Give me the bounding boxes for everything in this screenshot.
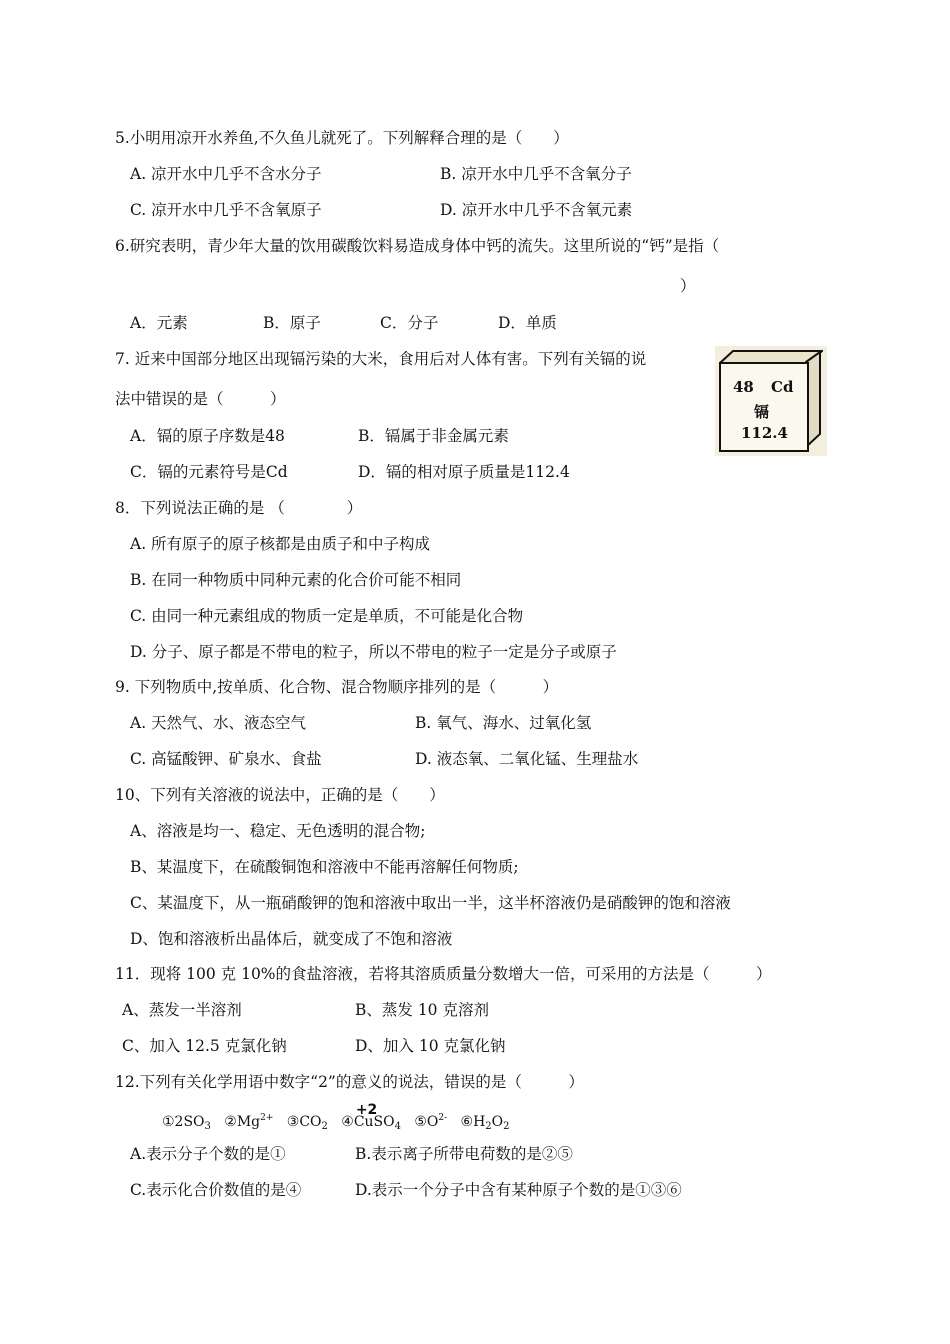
question-9-option-a: A. 天然气、水、液态空气 (130, 714, 307, 732)
question-11-option-a: A、蒸发一半溶剂 (122, 1001, 242, 1019)
question-8-option-c: C. 由同一种元素组成的物质一定是单质，不可能是化合物 (130, 607, 524, 625)
question-5-option-b: B. 凉开水中几乎不含氧分子 (440, 165, 632, 183)
question-11-option-b: B、蒸发 10 克溶剂 (355, 1001, 489, 1019)
question-6-option-a: A．元素 (130, 314, 188, 332)
question-10-stem: 10、下列有关溶液的说法中，正确的是（ ） (115, 786, 445, 804)
element-atomic-mass: 112.4 (741, 424, 788, 442)
formula-6: $⑥H_2O_2$ (460, 1114, 510, 1132)
question-6-option-d: D．单质 (498, 314, 557, 332)
question-8-option-b: B. 在同一种物质中同种元素的化合价可能不相同 (130, 571, 462, 589)
question-5-stem: 5.小明用凉开水养鱼,不久鱼儿就死了。下列解释合理的是（ ） (115, 129, 569, 147)
question-5-option-a: A. 凉开水中几乎不含水分子 (130, 165, 322, 183)
question-12-option-c: C.表示化合价数值的是④ (130, 1181, 302, 1199)
question-11-option-c: C、加入 12.5 克氯化钠 (122, 1037, 287, 1055)
question-10-option-b: B、某温度下，在硫酸铜饱和溶液中不能再溶解任何物质; (130, 858, 519, 876)
question-7-option-d: D．镉的相对原子质量是112.4 (358, 463, 570, 481)
cadmium-element-card (715, 346, 827, 456)
question-10-option-d: D、饱和溶液析出晶体后，就变成了不饱和溶液 (130, 930, 453, 948)
question-12-option-d: D.表示一个分子中含有某种原子个数的是①③⑥ (355, 1181, 682, 1199)
question-8-stem: 8．下列说法正确的是 （ ） (115, 499, 363, 517)
question-5-option-c: C. 凉开水中几乎不含氧原子 (130, 201, 322, 219)
question-7-option-a: A．镉的原子序数是48 (130, 427, 285, 445)
question-12-option-b: B.表示离子所带电荷数的是②⑤ (355, 1145, 573, 1163)
question-7-option-c: C．镉的元素符号是Cd (130, 463, 288, 481)
question-12-option-a: A.表示分子个数的是① (130, 1145, 286, 1163)
element-symbol: Cd (771, 378, 794, 396)
question-6-option-c: C．分子 (380, 314, 439, 332)
question-12-formula-list (162, 1102, 510, 1137)
formula-5: $⑤O^{2-}$ (414, 1113, 448, 1130)
element-name: 镉 (754, 403, 770, 421)
question-9-option-b: B. 氧气、海水、过氧化氢 (415, 714, 592, 732)
question-5-option-d: D. 凉开水中几乎不含氧元素 (440, 201, 633, 219)
formula-1: $①2SO_3$ (162, 1114, 211, 1132)
question-7-stem-line2: 法中错误的是（ ） (115, 390, 286, 408)
valence-mark: +2 (355, 1102, 378, 1118)
question-8-option-d: D. 分子、原子都是不带电的粒子，所以不带电的粒子一定是分子或原子 (130, 643, 617, 661)
question-12-stem: 12.下列有关化学用语中数字“2”的意义的说法，错误的是（ ） (115, 1073, 584, 1091)
question-6-option-b: B．原子 (263, 314, 321, 332)
question-9-option-d: D. 液态氧、二氧化锰、生理盐水 (415, 750, 639, 768)
question-10-option-a: A、溶液是均一、稳定、无色透明的混合物; (130, 822, 426, 840)
question-11-option-d: D、加入 10 克氯化钠 (355, 1037, 506, 1055)
question-10-option-c: C、某温度下，从一瓶硝酸钾的饱和溶液中取出一半，这半杯溶液仍是硝酸钾的饱和溶液 (130, 894, 731, 912)
question-7-stem-line1: 7. 近来中国部分地区出现镉污染的大米，食用后对人体有害。下列有关镉的说 (115, 350, 647, 368)
question-7-option-b: B．镉属于非金属元素 (358, 427, 509, 445)
element-atomic-number: 48 (733, 378, 754, 396)
question-9-option-c: C. 高锰酸钾、矿泉水、食盐 (130, 750, 322, 768)
question-9-stem: 9. 下列物质中,按单质、化合物、混合物顺序排列的是（ ） (115, 678, 559, 696)
formula-2: $②Mg^{2+}$ (224, 1113, 274, 1130)
question-11-stem: 11．现将 100 克 10%的食盐溶液，若将其溶质质量分数增大一倍，可采用的方法是（ ） (115, 965, 772, 983)
formula-3: $③CO_2$ (286, 1114, 328, 1132)
question-8-option-a: A. 所有原子的原子核都是由质子和中子构成 (130, 535, 431, 553)
element-card-front-face (719, 362, 809, 452)
question-6-stem: 6.研究表明，青少年大量的饮用碳酸饮料易造成身体中钙的流失。这里所说的“钙”是指（ (115, 237, 720, 255)
question-6-stem-end: ） (680, 277, 696, 295)
formula-4: ④ +2 CuSO$_4$ (341, 1102, 401, 1132)
